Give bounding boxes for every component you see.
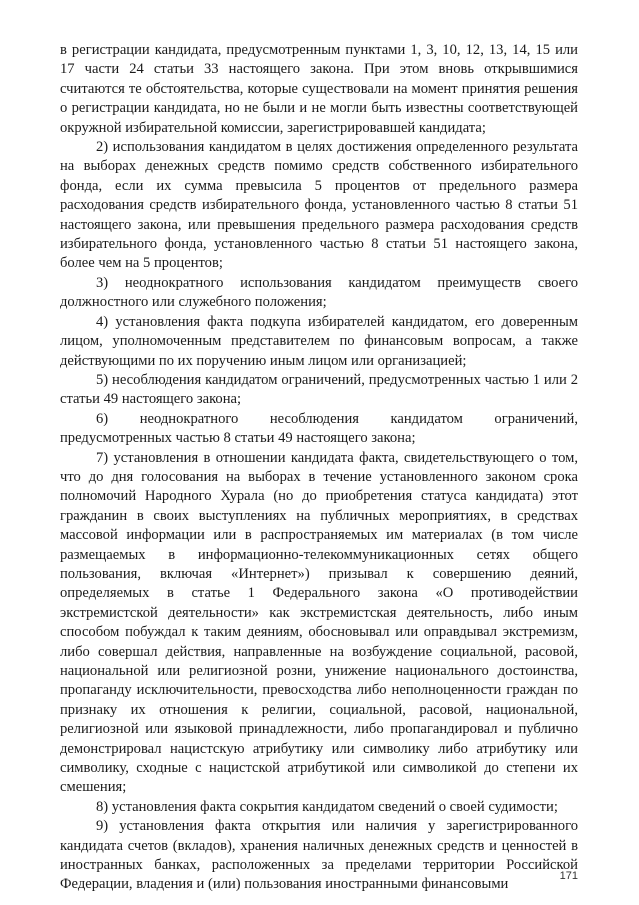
paragraph-item-3: 3) неоднократного использования кандидатом преимуществ своего должностного или служебного положения; bbox=[60, 274, 578, 311]
paragraph-item-2: 2) использования кандидатом в целях достижения определенного результата на выборах денежных средств помимо средств собственного избирательного фонда, если их сумма превысила 5 процентов от предельного размера расходования средств избирательного фонда, установленного частью 8 статьи 51 настоящего закона, или превышения предельного размера расходования средств избирательного фонда, установленного частью 8 статьи 51 настоящего закона, более чем на 5 процентов; bbox=[60, 139, 578, 272]
paragraph-item-5: 5) несоблюдения кандидатом ограничений, предусмотренных частью 1 или 2 статьи 49 настоящего закона; bbox=[60, 371, 578, 408]
paragraph-item-8: 8) установления факта сокрытия кандидатом сведений о своей судимости; bbox=[96, 798, 558, 815]
paragraph-continuation: в регистрации кандидата, предусмотренным пунктами 1, 3, 10, 12, 13, 14, 15 или 17 части 24 статьи 33 настоящего закона. При этом вновь открывшимися считаются те обстоятельства, которые существовали на момент принятия решения о регистрации кандидата, но не были и не могли быть известны соответствующей окружной избирательной комиссии, зарегистрировавшей кандидата; bbox=[60, 42, 578, 136]
paragraph-item-7: 7) установления в отношении кандидата факта, свидетельствующего о том, что до дня голосования на выборах в течение установленного законом срока полномочий Народного Хурала (но до приобретения статуса кандидата) этот гражданин в своих выступлениях на публичных мероприятиях, в средствах массовой информации или в распространяемых им материалах (в том числе размещаемых в информационно-телекоммуникационных сетях общего пользования, включая «Интернет») призывал к совершению деяний, определяемых в статье 1 Федерального закона «О противодействии экстремистской деятельности» как экстремистская деятельность, либо иным способом побуждал к таким деяниям, обосновывал или оправдывал экстремизм, либо совершал действия, направленные на возбуждение социальной, расовой, национальной или религиозной розни, унижение национального достоинства, пропаганду исключительности, превосходства либо неполноценности граждан по признаку их отношения к религии, социальной, расовой, национальной, религиозной или языковой принадлежности, либо пропагандировал и публично демонстрировал нацистскую атрибутику или символику либо атрибутику или символику, сходные с нацистской атрибутикой или символикой до степени их смешения; bbox=[60, 449, 578, 796]
page-number: 171 bbox=[559, 870, 578, 882]
paragraph-item-9: 9) установления факта открытия или наличия у зарегистрированного кандидата счетов (вкладов), хранения наличных денежных средств и ценностей в иностранных банках, расположенных за пределами территории Российской Федерации, владения и (или) пользования иностранными финансовыми bbox=[60, 818, 578, 893]
paragraph-item-6: 6) неоднократного несоблюдения кандидатом ограничений, предусмотренных частью 8 статьи 49 настоящего закона; bbox=[60, 410, 578, 447]
document-page bbox=[60, 41, 578, 895]
paragraph-item-4: 4) установления факта подкупа избирателей кандидатом, его доверенным лицом, уполномоченным представителем по финансовым вопросам, а также действующими по их поручению иным лицом или организацией; bbox=[60, 313, 578, 369]
